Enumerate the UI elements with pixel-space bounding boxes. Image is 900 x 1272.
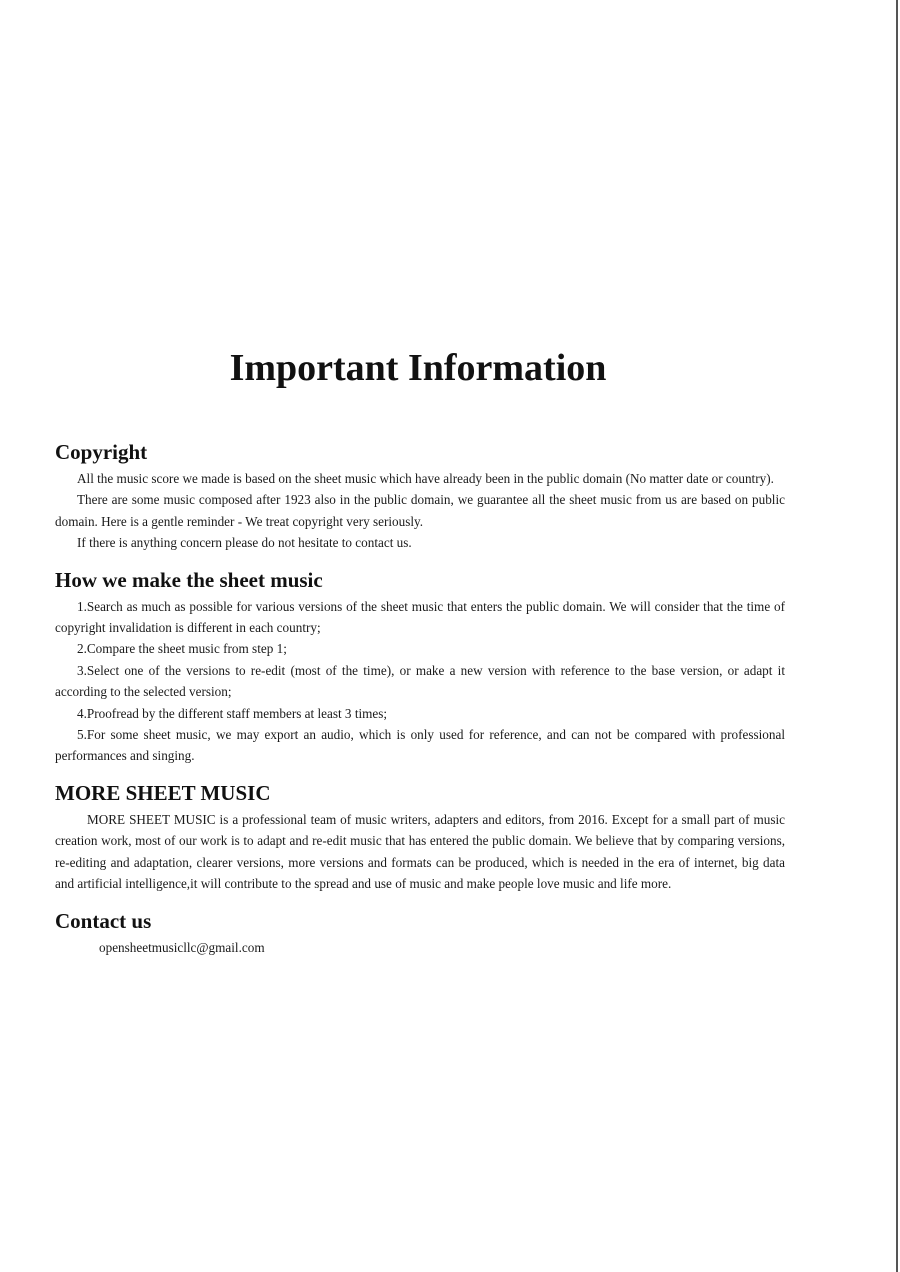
section-how-we-make	[55, 568, 785, 767]
section-heading-more-sheet-music: MORE SHEET MUSIC	[55, 780, 271, 805]
more-sheet-music-paragraph: MORE SHEET MUSIC is a professional team of music writers, adapters and editors, from 2016. Except for a small part of music creation work, most of our work is to adapt and re-edit music that has entered the public domain. We believe that by comparing versions, re-editing and adaptation, clearer versions, more versions and formats can be produced, which is needed in the era of internet, big data and artificial intelligence,it will contribute to the spread and use of music and make people love music and life more.	[55, 811, 785, 892]
process-step-3: 3.Select one of the versions to re-edit (most of the time), or make a new version with reference to the base version, or adapt it according to the selected version;	[55, 662, 785, 700]
contact-email: opensheetmusicllc@gmail.com	[99, 939, 265, 955]
process-step-5: 5.For some sheet music, we may export an audio, which is only used for reference, and can not be compared with professional performances and singing.	[55, 727, 785, 764]
section-contact-us	[55, 909, 785, 958]
section-heading-how-we-make: How we make the sheet music	[55, 567, 323, 592]
copyright-paragraph-1: All the music score we made is based on the sheet music which have already been in the public domain (No matter date or country).	[77, 471, 774, 486]
process-step-2: 2.Compare the sheet music from step 1;	[77, 641, 287, 657]
process-step-4: 4.Proofread by the different staff members at least 3 times;	[77, 705, 388, 721]
section-heading-copyright: Copyright	[55, 440, 148, 464]
document-body	[55, 440, 785, 972]
copyright-paragraph-3: If there is anything concern please do not hesitate to contact us.	[77, 535, 412, 551]
process-step-1: 1.Search as much as possible for various versions of the sheet music that enters the public domain. We will consider that the time of copyright invalidation is different in each country;	[55, 598, 785, 636]
copyright-paragraph-2: There are some music composed after 1923 also in the public domain, we guarantee all the sheet music from us are based on public domain. Here is a gentle reminder - We treat copyright very seriously.	[55, 492, 785, 529]
section-copyright	[55, 440, 785, 554]
section-more-sheet-music	[55, 781, 785, 895]
page-title: Important Information	[229, 347, 607, 389]
section-heading-contact-us: Contact us	[55, 908, 152, 933]
